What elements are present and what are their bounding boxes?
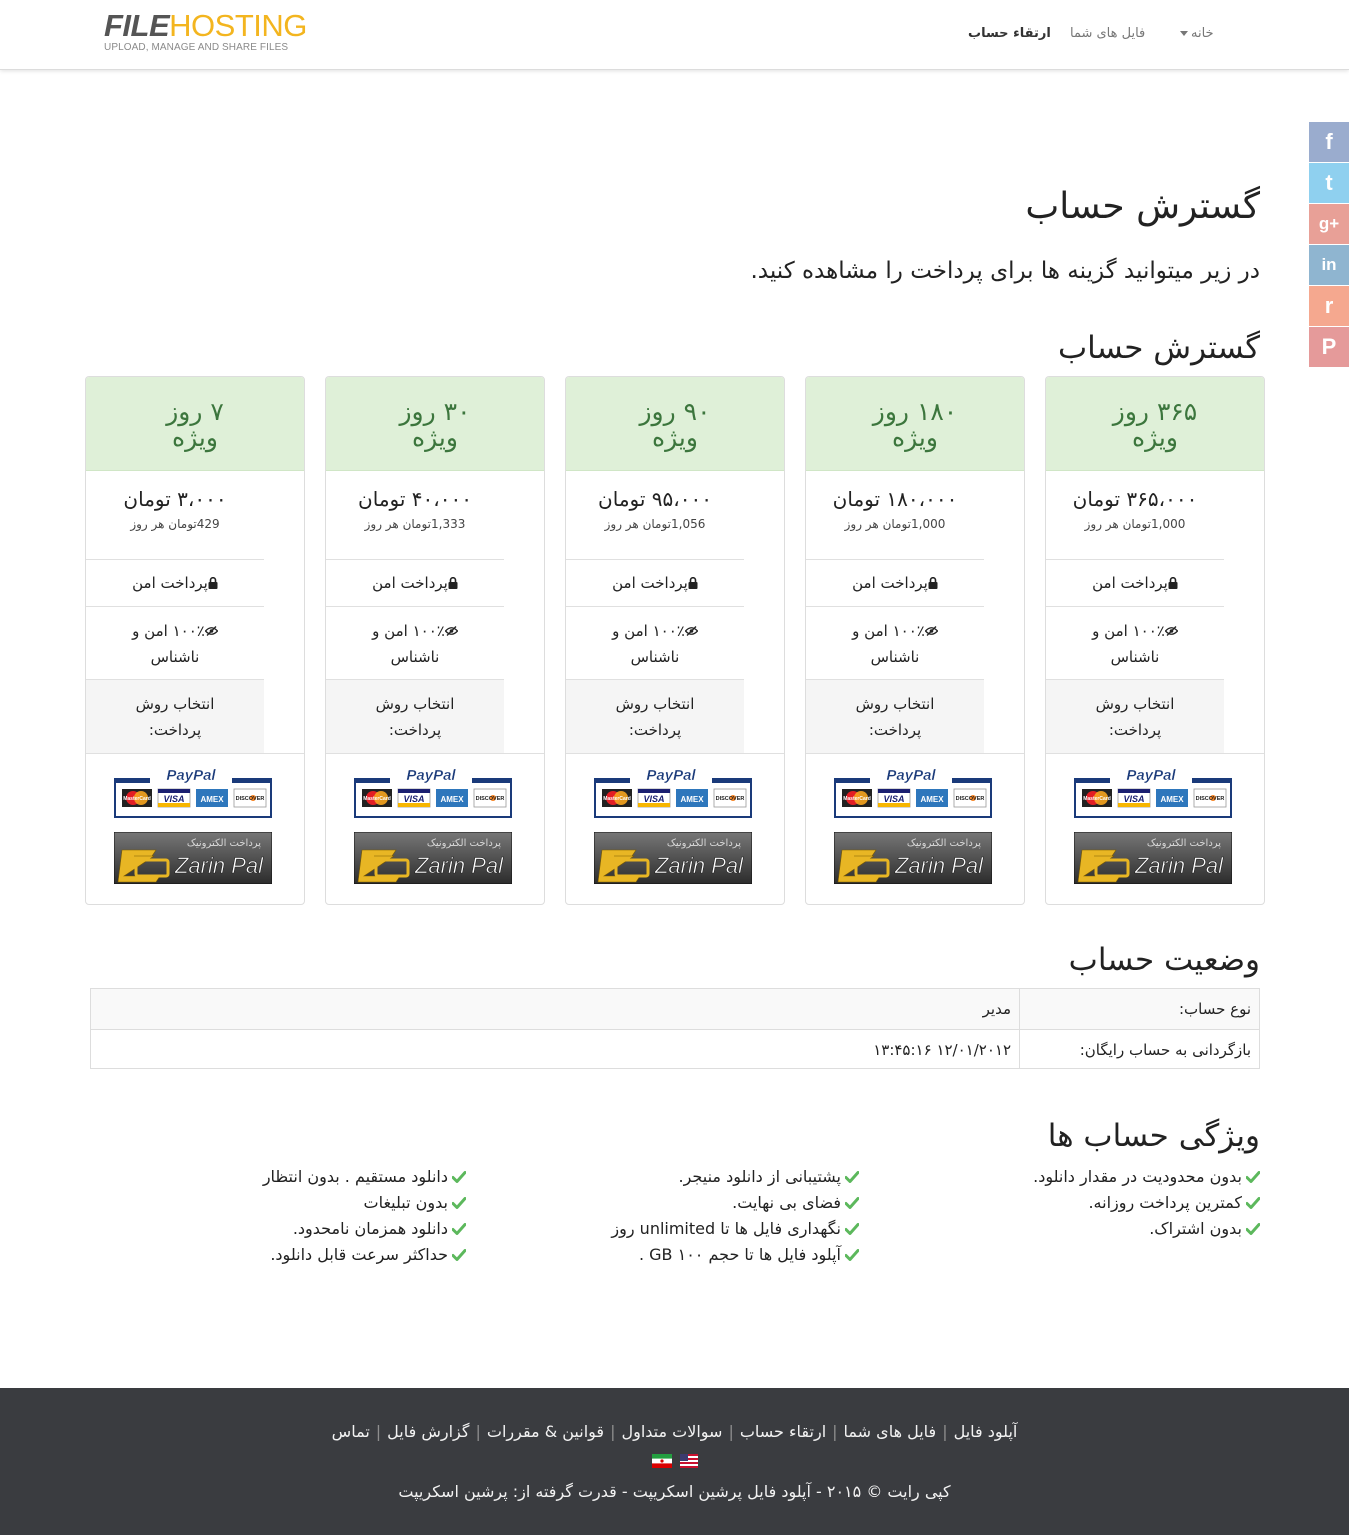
- svg-text:PayPal: PayPal: [646, 767, 696, 784]
- eye-slash-icon: [205, 618, 218, 628]
- features-heading: ویژگی حساب ها: [1047, 1118, 1260, 1154]
- svg-text:پرداخت الکترونیک: پرداخت الکترونیک: [1146, 838, 1222, 849]
- check-icon: [845, 1167, 859, 1179]
- plan-card: [805, 376, 1025, 905]
- link-separator: |: [942, 1422, 948, 1441]
- paypal-button[interactable]: [594, 765, 752, 819]
- plan-label: ویژه: [412, 423, 458, 452]
- nav-home[interactable]: خانه: [1180, 26, 1214, 44]
- plan-header: [326, 377, 544, 471]
- secure-payment-row: [566, 559, 744, 607]
- link-separator: |: [375, 1422, 382, 1441]
- nav-upgrade-account[interactable]: ارتقاء حساب: [968, 26, 1051, 41]
- list-item: [611, 1166, 859, 1192]
- plan-price: ۴۰،۰۰۰ تومان: [358, 487, 472, 511]
- list-item: [611, 1218, 859, 1244]
- revert-value: ۱۲/۰۱/۲۰۱۲ ۱۳:۴۵:۱۶: [873, 1041, 1011, 1059]
- anonymous-row: [1046, 606, 1224, 680]
- page-intro: در زیر میتوانید گزینه ها برای پرداخت را مشاهده کنید.: [750, 258, 1260, 284]
- svg-text:VISA: VISA: [883, 794, 905, 804]
- linkedin-icon[interactable]: in: [1309, 245, 1349, 285]
- anonymous-line-2: ناشناس: [150, 648, 200, 666]
- lock-icon: [1168, 561, 1178, 573]
- anonymous-label: [566, 618, 744, 644]
- footer-link[interactable]: گزارش فایل: [387, 1422, 470, 1441]
- svg-text:AMEX: AMEX: [200, 795, 224, 804]
- anonymous-label: [806, 618, 984, 644]
- anonymous-line-2: ناشناس: [1110, 648, 1160, 666]
- language-flags: [652, 1454, 698, 1468]
- choose-payment-line-1: انتخاب روش: [1095, 695, 1175, 713]
- feature-text: کمترین پرداخت روزانه.: [1088, 1193, 1242, 1212]
- svg-text:Zarin Pal: Zarin Pal: [414, 853, 504, 878]
- zarinpal-button[interactable]: [1074, 832, 1232, 884]
- svg-text:Zarin Pal: Zarin Pal: [894, 853, 984, 878]
- svg-text:VISA: VISA: [403, 794, 425, 804]
- chevron-down-icon: [1180, 31, 1188, 36]
- feature-text: فضای بی نهایت.: [732, 1193, 841, 1212]
- paypal-button[interactable]: [114, 765, 272, 819]
- card-divider: [806, 753, 1024, 754]
- account-type-value: مدیر: [982, 1000, 1011, 1018]
- secure-payment-label: پرداخت امن: [132, 574, 208, 592]
- plan-price-per-day: 1,000تومان هر روز: [1084, 517, 1186, 531]
- svg-text:پرداخت الکترونیک: پرداخت الکترونیک: [906, 838, 982, 849]
- svg-text:AMEX: AMEX: [1160, 795, 1184, 804]
- link-separator: |: [475, 1422, 481, 1441]
- zarinpal-button[interactable]: [594, 832, 752, 884]
- plan-duration: ۳۶۵ روز: [1112, 397, 1198, 426]
- plan-card: [565, 376, 785, 905]
- anonymous-row: [806, 606, 984, 680]
- revert-label: بازگردانی به حساب رایگان:: [1079, 1041, 1251, 1059]
- feature-text: نگهداری فایل ها تا unlimited روز: [611, 1219, 841, 1238]
- secure-payment-row: [1046, 559, 1224, 607]
- anonymous-line-1: ۱۰۰٪ امن و: [1092, 622, 1165, 640]
- svg-text:DISCOVER: DISCOVER: [475, 796, 505, 802]
- top-navbar: [0, 0, 1349, 70]
- zarinpal-button[interactable]: [834, 832, 992, 884]
- svg-text:Zarin Pal: Zarin Pal: [174, 853, 264, 878]
- reddit-icon[interactable]: r: [1309, 286, 1349, 326]
- feature-text: بدون اشتراک.: [1149, 1219, 1242, 1238]
- svg-text:MasterCard: MasterCard: [843, 796, 871, 802]
- table-row: [91, 989, 1259, 1029]
- list-item: [1033, 1166, 1260, 1192]
- anonymous-row: [566, 606, 744, 680]
- lock-icon: [928, 561, 938, 573]
- plan-price: ۱۸۰،۰۰۰ تومان: [832, 487, 958, 511]
- footer-link[interactable]: ارتقاء حساب: [739, 1422, 827, 1441]
- check-icon: [845, 1193, 859, 1205]
- check-icon: [452, 1219, 466, 1231]
- plan-price-per-day: 1,056تومان هر روز: [604, 517, 706, 531]
- list-item: [611, 1244, 859, 1270]
- eye-slash-icon: [1165, 618, 1178, 628]
- secure-payment-label: پرداخت امن: [372, 574, 448, 592]
- zarinpal-button[interactable]: [114, 832, 272, 884]
- svg-text:DISCOVER: DISCOVER: [1195, 796, 1225, 802]
- choose-payment-row: [86, 679, 264, 753]
- secure-payment-row: [86, 559, 264, 607]
- anonymous-label: [1046, 618, 1224, 644]
- check-icon: [452, 1245, 466, 1257]
- plan-price-per-day: 429تومان هر روز: [130, 517, 220, 531]
- footer-link[interactable]: قوانین & مقررات: [486, 1422, 605, 1441]
- anonymous-line-2: ناشناس: [870, 648, 920, 666]
- choose-payment-line-2: پرداخت:: [628, 721, 682, 739]
- twitter-icon[interactable]: t: [1309, 163, 1349, 203]
- plan-price-per-day: 1,000تومان هر روز: [844, 517, 946, 531]
- secure-payment-row: [326, 559, 504, 607]
- plan-header: [86, 377, 304, 471]
- svg-text:MasterCard: MasterCard: [603, 796, 631, 802]
- svg-text:MasterCard: MasterCard: [123, 796, 151, 802]
- choose-payment-line-1: انتخاب روش: [615, 695, 695, 713]
- card-divider: [86, 753, 304, 754]
- list-item: [1033, 1218, 1260, 1244]
- zarinpal-button[interactable]: [354, 832, 512, 884]
- list-item: [263, 1166, 466, 1192]
- plan-duration: ۷ روز: [166, 397, 224, 426]
- status-heading: وضعیت حساب: [1068, 942, 1260, 978]
- anonymous-line-1: ۱۰۰٪ امن و: [612, 622, 685, 640]
- copyright-text: کپی رایت © ۲۰۱۵ - آپلود فایل پرشین اسکریپت - قدرت گرفته از: پرشین اسکریپت: [398, 1482, 951, 1501]
- table-row: [91, 1029, 1259, 1069]
- card-divider: [326, 753, 544, 754]
- features-column: [1033, 1166, 1260, 1244]
- table-column-divider: [1019, 989, 1020, 1068]
- eye-slash-icon: [445, 618, 458, 628]
- flag-iran-icon[interactable]: [652, 1454, 672, 1468]
- plan-price: ۳،۰۰۰ تومان: [123, 487, 227, 511]
- logo-tagline: UPLOAD, MANAGE AND SHARE FILES: [104, 42, 289, 53]
- plan-header: [566, 377, 784, 471]
- secure-payment-label: پرداخت امن: [612, 574, 688, 592]
- anonymous-line-1: ۱۰۰٪ امن و: [372, 622, 445, 640]
- paypal-button[interactable]: [354, 765, 512, 819]
- choose-payment-line-1: انتخاب روش: [375, 695, 455, 713]
- choose-payment-row: [806, 679, 984, 753]
- footer: [0, 1388, 1349, 1535]
- anonymous-line-1: ۱۰۰٪ امن و: [132, 622, 205, 640]
- check-icon: [1246, 1167, 1260, 1179]
- nav-your-files[interactable]: فایل های شما: [1070, 26, 1146, 41]
- choose-payment-line-1: انتخاب روش: [855, 695, 935, 713]
- svg-text:PayPal: PayPal: [406, 767, 456, 784]
- plan-label: ویژه: [652, 423, 698, 452]
- account-status-table: [90, 988, 1260, 1069]
- feature-text: آپلود فایل ها تا حجم ۱۰۰ GB .: [638, 1245, 841, 1264]
- list-item: [263, 1218, 466, 1244]
- footer-link[interactable]: سوالات متداول: [621, 1422, 723, 1441]
- lock-icon: [208, 561, 218, 573]
- choose-payment-line-2: پرداخت:: [388, 721, 442, 739]
- plan-price-per-day: 1,333تومان هر روز: [364, 517, 466, 531]
- feature-text: حداکثر سرعت قابل دانلود.: [270, 1245, 448, 1264]
- choose-payment-row: [326, 679, 504, 753]
- footer-link[interactable]: فایل های شما: [843, 1422, 937, 1441]
- list-item: [1033, 1192, 1260, 1218]
- svg-text:MasterCard: MasterCard: [363, 796, 391, 802]
- link-separator: |: [728, 1422, 734, 1441]
- svg-text:VISA: VISA: [163, 794, 185, 804]
- lock-icon: [448, 561, 458, 573]
- svg-text:Zarin Pal: Zarin Pal: [654, 853, 744, 878]
- list-item: [263, 1192, 466, 1218]
- svg-text:AMEX: AMEX: [920, 795, 944, 804]
- plan-price: ۳۶۵،۰۰۰ تومان: [1072, 487, 1198, 511]
- svg-text:PayPal: PayPal: [1126, 767, 1176, 784]
- svg-text:PayPal: PayPal: [166, 767, 216, 784]
- anonymous-row: [326, 606, 504, 680]
- svg-text:پرداخت الکترونیک: پرداخت الکترونیک: [186, 838, 262, 849]
- footer-link[interactable]: آپلود فایل: [953, 1422, 1018, 1441]
- anonymous-line-2: ناشناس: [630, 648, 680, 666]
- eye-slash-icon: [685, 618, 698, 628]
- secure-payment-label: پرداخت امن: [852, 574, 928, 592]
- pricing-heading: گسترش حساب: [1057, 330, 1260, 366]
- plan-duration: ۱۸۰ روز: [872, 397, 958, 426]
- plan-price: ۹۵،۰۰۰ تومان: [598, 487, 712, 511]
- anonymous-line-2: ناشناس: [390, 648, 440, 666]
- google-plus-icon[interactable]: g+: [1309, 204, 1349, 244]
- plan-duration: ۹۰ روز: [639, 397, 711, 426]
- paypal-button[interactable]: [1074, 765, 1232, 819]
- choose-payment-line-2: پرداخت:: [868, 721, 922, 739]
- anonymous-label: [326, 618, 504, 644]
- eye-slash-icon: [925, 618, 938, 628]
- list-item: [263, 1244, 466, 1270]
- footer-links: [0, 1422, 1349, 1441]
- feature-text: دانلود همزمان نامحدود.: [292, 1219, 448, 1238]
- pinterest-icon[interactable]: P: [1309, 327, 1349, 367]
- anonymous-label: [86, 618, 264, 644]
- feature-text: پشتیبانی از دانلود منیجر.: [678, 1167, 841, 1186]
- choose-payment-line-2: پرداخت:: [148, 721, 202, 739]
- plan-card: [85, 376, 305, 905]
- feature-text: بدون تبلیغات: [363, 1193, 448, 1212]
- svg-text:AMEX: AMEX: [680, 795, 704, 804]
- page-title: گسترش حساب: [1025, 186, 1260, 227]
- svg-text:AMEX: AMEX: [440, 795, 464, 804]
- facebook-icon[interactable]: f: [1309, 122, 1349, 162]
- svg-text:پرداخت الکترونیک: پرداخت الکترونیک: [426, 838, 502, 849]
- anonymous-row: [86, 606, 264, 680]
- plan-card: [1045, 376, 1265, 905]
- logo-wordmark: FILEHOSTING: [104, 8, 307, 43]
- secure-payment-row: [806, 559, 984, 607]
- feature-text: بدون محدودیت در مقدار دانلود.: [1033, 1167, 1242, 1186]
- choose-payment-row: [1046, 679, 1224, 753]
- svg-text:پرداخت الکترونیک: پرداخت الکترونیک: [666, 838, 742, 849]
- link-separator: |: [610, 1422, 616, 1441]
- svg-text:DISCOVER: DISCOVER: [715, 796, 745, 802]
- svg-text:MasterCard: MasterCard: [1083, 796, 1111, 802]
- svg-text:Zarin Pal: Zarin Pal: [1134, 853, 1224, 878]
- svg-text:DISCOVER: DISCOVER: [235, 796, 265, 802]
- plan-header: [1046, 377, 1264, 471]
- plan-label: ویژه: [892, 423, 938, 452]
- check-icon: [845, 1219, 859, 1231]
- check-icon: [452, 1167, 466, 1179]
- check-icon: [1246, 1193, 1260, 1205]
- feature-text: دانلود مستقیم . بدون انتظار: [262, 1167, 448, 1186]
- plan-label: ویژه: [1132, 423, 1178, 452]
- svg-text:VISA: VISA: [1123, 794, 1145, 804]
- features-column: [263, 1166, 466, 1270]
- svg-text:PayPal: PayPal: [886, 767, 936, 784]
- check-icon: [845, 1245, 859, 1257]
- svg-text:VISA: VISA: [643, 794, 665, 804]
- plan-duration: ۳۰ روز: [399, 397, 471, 426]
- plan-header: [806, 377, 1024, 471]
- account-type-label: نوع حساب:: [1178, 1000, 1251, 1018]
- check-icon: [1246, 1219, 1260, 1231]
- site-logo[interactable]: [104, 10, 314, 58]
- choose-payment-line-1: انتخاب روش: [135, 695, 215, 713]
- footer-link[interactable]: تماس: [331, 1422, 370, 1441]
- check-icon: [452, 1193, 466, 1205]
- plan-card: [325, 376, 545, 905]
- flag-us-icon[interactable]: [680, 1454, 698, 1468]
- card-divider: [566, 753, 784, 754]
- paypal-button[interactable]: [834, 765, 992, 819]
- lock-icon: [688, 561, 698, 573]
- anonymous-line-1: ۱۰۰٪ امن و: [852, 622, 925, 640]
- link-separator: |: [832, 1422, 838, 1441]
- features-column: [611, 1166, 859, 1270]
- choose-payment-row: [566, 679, 744, 753]
- card-divider: [1046, 753, 1264, 754]
- choose-payment-line-2: پرداخت:: [1108, 721, 1162, 739]
- plan-label: ویژه: [172, 423, 218, 452]
- secure-payment-label: پرداخت امن: [1092, 574, 1168, 592]
- list-item: [611, 1192, 859, 1218]
- svg-text:DISCOVER: DISCOVER: [955, 796, 985, 802]
